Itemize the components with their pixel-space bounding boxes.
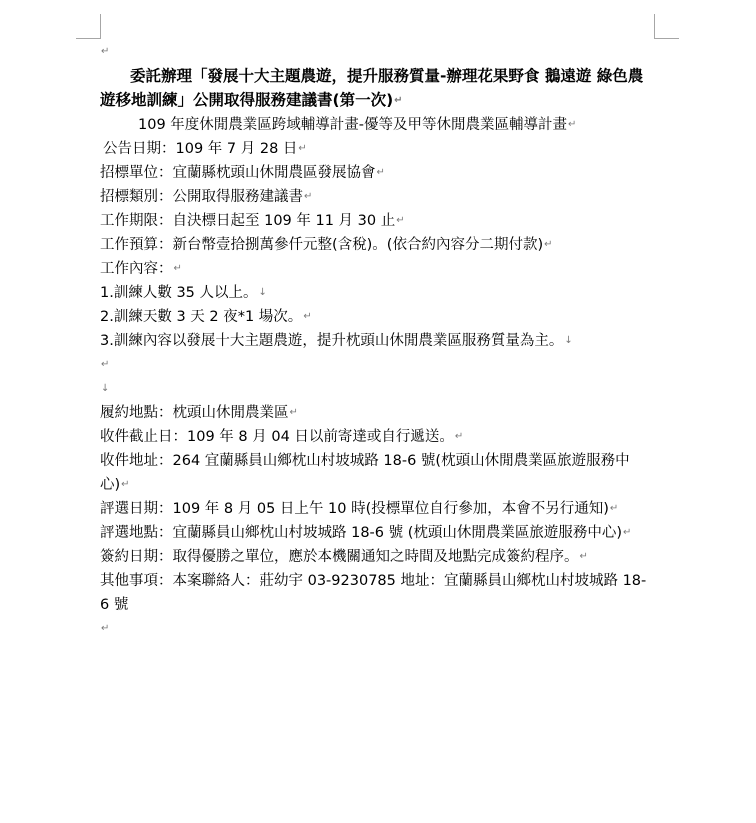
- empty-paragraph: [100, 40, 660, 64]
- line-break-mark: ↓: [564, 334, 573, 346]
- document-body: [100, 40, 660, 641]
- deadline: 收件截止日：109 年 8 月 04 日以前寄達或自行遞送。↵: [100, 428, 464, 445]
- announce-date: 公告日期：109 年 7 月 28 日↵: [103, 140, 307, 157]
- line-break-mark: ↓: [101, 382, 110, 394]
- receive-address: 收件地址：264 宜蘭縣員山鄉枕山村坡城路 18-6 號(枕頭山休閒農業區旅遊服務中心)↵: [100, 452, 630, 493]
- page-corner-top-right: [654, 14, 679, 39]
- empty-line-break: [100, 377, 660, 401]
- document-title: 委託辦理「發展十大主題農遊，提升服務質量-辦理花果野食 鵝遠遊 綠色農遊移地訓練」公開取得服務建議書(第一次)↵: [100, 67, 644, 109]
- paragraph-mark: ↵: [609, 502, 619, 514]
- other-items: 其他事項：本案聯絡人：莊幼宇 03-9230785 地址：宜蘭縣員山鄉枕山村坡城路 18-6 號: [100, 572, 647, 613]
- paragraph-mark: ↵: [394, 94, 403, 106]
- paragraph-mark: ↵: [101, 622, 110, 634]
- paragraph-mark: ↵: [101, 46, 110, 57]
- sign-date: 簽約日期：取得優勝之單位，應於本機關通知之時間及地點完成簽約程序。↵: [100, 548, 588, 565]
- paragraph-mark: ↵: [454, 430, 464, 442]
- work-period: 工作期限：自決標日起至 109 年 11 月 30 止↵: [100, 212, 405, 229]
- performance-location: 履約地點：枕頭山休閒農業區↵: [100, 404, 298, 421]
- page-corner-top-left: [76, 14, 101, 39]
- line-break-mark: ↓: [258, 286, 267, 298]
- paragraph-mark: ↵: [396, 214, 405, 226]
- document-subtitle: 109 年度休閒農業區跨域輔導計畫-優等及甲等休閒農業區輔導計畫↵: [138, 116, 577, 133]
- work-item-2: 2.訓練天數 3 天 2 夜*1 場次。↵: [100, 308, 312, 325]
- work-budget: 工作預算：新台幣壹拾捌萬參仟元整(含稅)。(依合約內容分二期付款)↵: [100, 236, 553, 253]
- paragraph-mark: ↵: [173, 262, 182, 274]
- tender-type: 招標類別：公開取得服務建議書↵: [100, 188, 313, 205]
- paragraph-mark: ↵: [376, 166, 385, 178]
- paragraph-mark: ↵: [289, 406, 298, 418]
- tender-unit: 招標單位：宜蘭縣枕頭山休閒農區發展協會↵: [100, 164, 385, 181]
- paragraph-mark: ↵: [121, 478, 130, 490]
- paragraph-mark: ↵: [298, 142, 307, 154]
- paragraph-mark: ↵: [101, 358, 110, 370]
- paragraph-mark: ↵: [304, 190, 313, 202]
- paragraph-mark: ↵: [623, 526, 632, 538]
- paragraph-mark: ↵: [544, 238, 553, 250]
- review-date: 評選日期：109 年 8 月 05 日上午 10 時(投標單位自行參加，本會不另行通知)↵: [100, 500, 619, 517]
- paragraph-mark: ↵: [303, 310, 312, 322]
- paragraph-mark: ↵: [579, 550, 588, 562]
- paragraph-mark: ↵: [568, 118, 577, 130]
- work-content-label: 工作內容：↵: [100, 260, 182, 277]
- work-item-1: 1.訓練人數 35 人以上。↓: [100, 284, 267, 301]
- review-location: 評選地點：宜蘭縣員山鄉枕山村坡城路 18-6 號 (枕頭山休閒農業區旅遊服務中心)↵: [100, 524, 632, 541]
- empty-paragraph: [100, 617, 660, 641]
- empty-paragraph: [100, 353, 660, 377]
- work-item-3: 3.訓練內容以發展十大主題農遊，提升枕頭山休閒農業區服務質量為主。↓: [100, 332, 573, 349]
